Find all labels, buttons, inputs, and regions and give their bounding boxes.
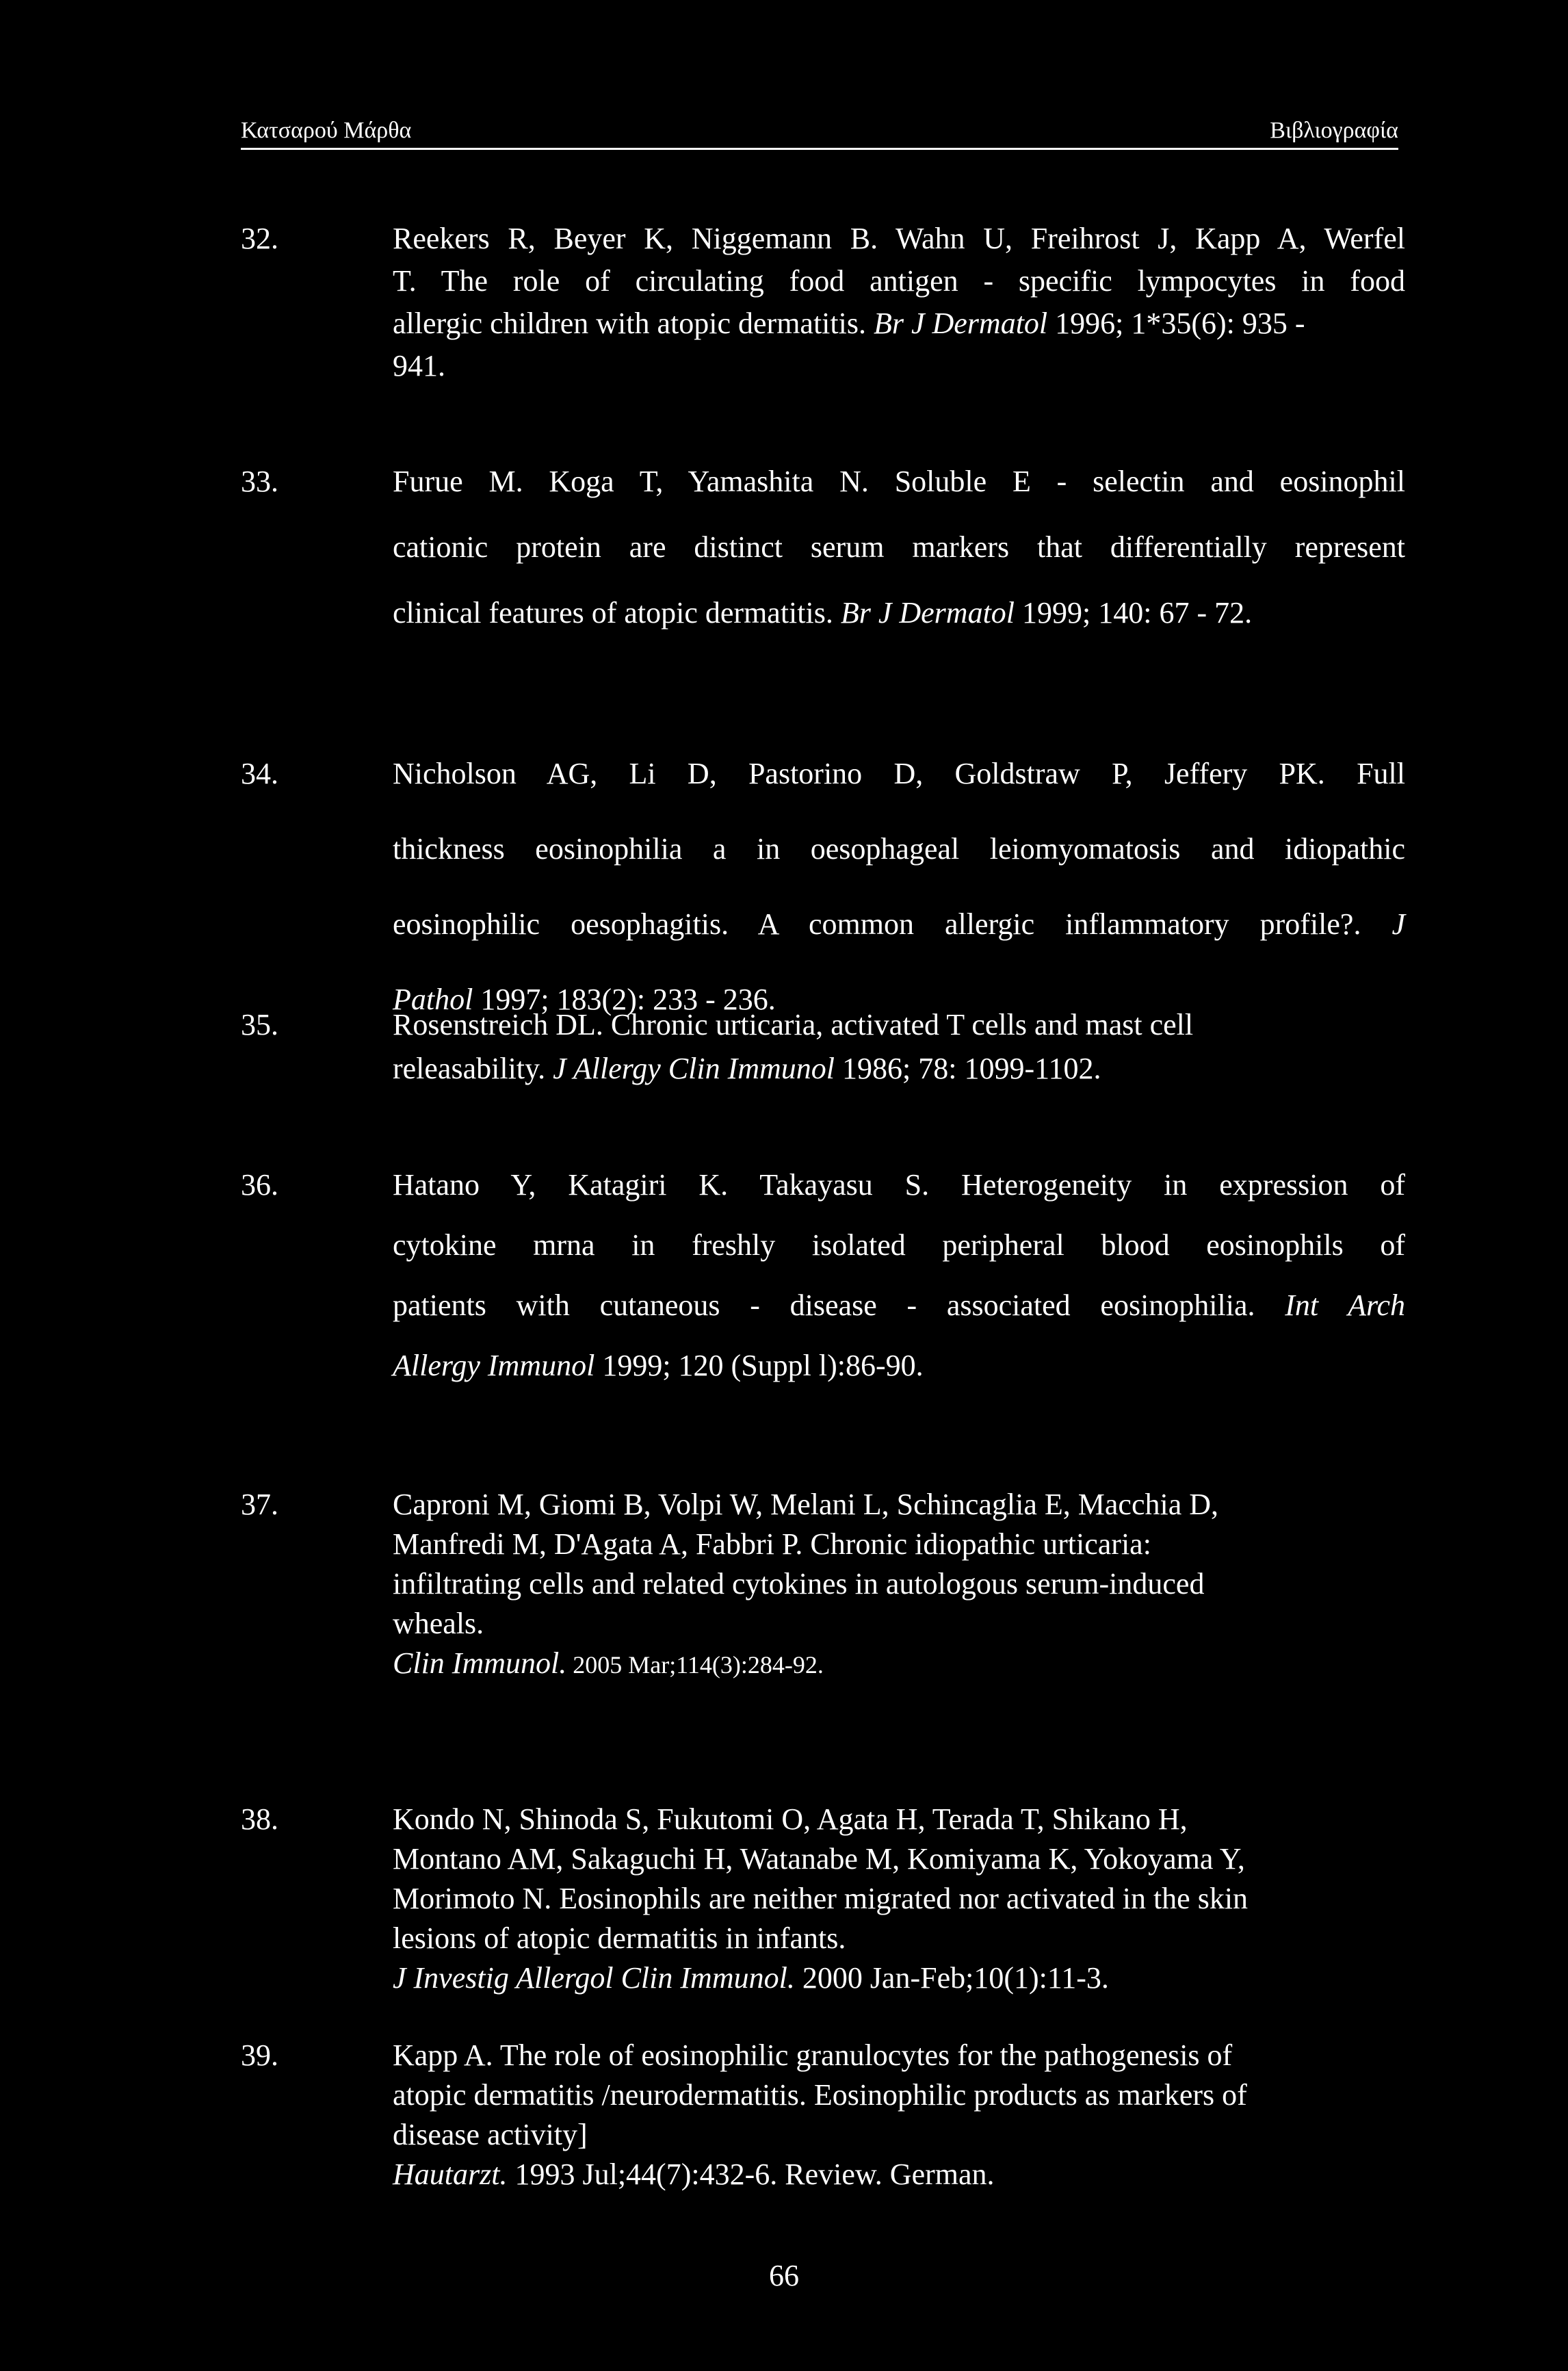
reference-number: 32.: [241, 222, 278, 255]
reference-line: Montano AM, Sakaguchi H, Watanabe M, Komiyama K, Yokoyama Y,: [393, 1842, 1245, 1876]
reference-text: [393, 1485, 1405, 1683]
reference-line: Morimoto N. Eosinophils are neither migrated nor activated in the skin: [393, 1882, 1249, 1915]
reference-line: wheals.: [393, 1607, 484, 1640]
reference-line: Rosenstreich DL. Chronic urticaria, activated T cells and mast cell: [393, 1008, 1194, 1041]
reference-text: [393, 1155, 1405, 1396]
reference-line: thickness eosinophilia a in oesophageal leiomyomatosis and idiopathic: [393, 832, 1405, 866]
reference-line: lesions of atopic dermatitis in infants.: [393, 1921, 846, 1955]
citation-details: 1996; 1*35(6): 935 -: [1047, 307, 1305, 340]
journal-name: Hautarzt.: [393, 2158, 508, 2191]
journal-name: Pathol: [393, 983, 473, 1016]
reference-line: T. The role of circulating food antigen - specific lympocytes in food: [393, 264, 1405, 298]
reference-line: cationic protein are distinct serum markers that differentially represent: [393, 530, 1405, 564]
reference-line: [393, 580, 1405, 646]
reference-number: 34.: [241, 757, 278, 790]
reference-text: [393, 449, 1405, 646]
reference-text: [393, 736, 1405, 1037]
citation-details: 2000 Jan-Feb;10(1):11-3.: [794, 1961, 1109, 1995]
journal-name: Allergy Immunol: [393, 1349, 595, 1382]
citation-text: eosinophilic oesophagitis. A common allergic inflammatory profile?.: [393, 907, 1392, 941]
reference-line: [393, 1047, 1405, 1091]
citation-details: 2005 Mar;114(3):284-92.: [566, 1651, 824, 1679]
reference-line: Nicholson AG, Li D, Pastorino D, Goldstraw P, Jeffery PK. Full: [393, 757, 1405, 790]
reference-number: 36.: [241, 1168, 278, 1202]
citation-text: clinical features of atopic dermatitis.: [393, 596, 841, 630]
reference-line: 941.: [393, 349, 445, 383]
page-number: 66: [769, 2259, 799, 2292]
reference-text: [393, 2036, 1405, 2194]
reference-text: [393, 1003, 1405, 1091]
header-author: Κατσαρού Μάρθα: [241, 118, 412, 143]
reference-line: Caproni M, Giomi B, Volpi W, Melani L, Schincaglia E, Macchia D,: [393, 1488, 1219, 1521]
reference-line: disease activity]: [393, 2118, 588, 2151]
journal-name: Clin Immunol.: [393, 1646, 567, 1680]
reference-text: [393, 218, 1405, 387]
reference-line: [393, 1275, 1405, 1336]
citation-details: 1999; 140: 67 - 72.: [1015, 596, 1253, 630]
journal-name: J Allergy Clin Immunol: [553, 1052, 835, 1085]
reference-number: 39.: [241, 2038, 278, 2072]
reference-line: Hatano Y, Katagiri K. Takayasu S. Heterogeneity in expression of: [393, 1168, 1405, 1202]
citation-text: patients with cutaneous - disease - associated eosinophilia.: [393, 1288, 1285, 1322]
reference-number: 33.: [241, 465, 278, 498]
running-header: [241, 114, 1398, 150]
reference-line: [393, 1958, 1405, 1998]
reference-number: 37.: [241, 1488, 278, 1521]
reference-line: Kondo N, Shinoda S, Fukutomi O, Agata H, Terada T, Shikano H,: [393, 1802, 1188, 1836]
reference-number: 38.: [241, 1802, 278, 1836]
reference-text: [393, 1800, 1405, 1998]
journal-name: Br J Dermatol: [873, 307, 1048, 340]
reference-line: [393, 887, 1405, 962]
journal-name: Int Arch: [1285, 1288, 1405, 1322]
reference-line: [393, 302, 1405, 345]
journal-name: Br J Dermatol: [840, 596, 1015, 630]
reference-line: Kapp A. The role of eosinophilic granulocytes for the pathogenesis of: [393, 2038, 1233, 2072]
journal-name: J: [1391, 907, 1405, 941]
reference-line: Furue M. Koga T, Yamashita N. Soluble E - selectin and eosinophil: [393, 465, 1405, 498]
citation-details: 1997; 183(2): 233 - 236.: [473, 983, 776, 1016]
citation-details: 1999; 120 (Suppl l):86-90.: [594, 1349, 924, 1382]
reference-line: atopic dermatitis /neurodermatitis. Eosinophilic products as markers of: [393, 2078, 1247, 2112]
reference-number: 35.: [241, 1008, 278, 1041]
header-section: Βιβλιογραφία: [1270, 118, 1398, 143]
reference-line: cytokine mrna in freshly isolated peripheral blood eosinophils of: [393, 1228, 1405, 1262]
journal-name: J Investig Allergol Clin Immunol.: [393, 1961, 795, 1995]
citation-text: allergic children with atopic dermatitis.: [393, 307, 874, 340]
citation-text: releasability.: [393, 1052, 553, 1085]
reference-line: [393, 1644, 1405, 1683]
citation-details: 1986; 78: 1099-1102.: [835, 1052, 1101, 1085]
citation-details: 1993 Jul;44(7):432-6. Review. German.: [507, 2158, 995, 2191]
reference-line: Manfredi M, D'Agata A, Fabbri P. Chronic idiopathic urticaria:: [393, 1527, 1151, 1561]
reference-line: [393, 1336, 1405, 1396]
reference-line: [393, 2155, 1405, 2194]
reference-line: Reekers R, Beyer K, Niggemann B. Wahn U, Freihrost J, Kapp A, Werfel: [393, 222, 1405, 255]
reference-line: infiltrating cells and related cytokines in autologous serum-induced: [393, 1567, 1205, 1601]
